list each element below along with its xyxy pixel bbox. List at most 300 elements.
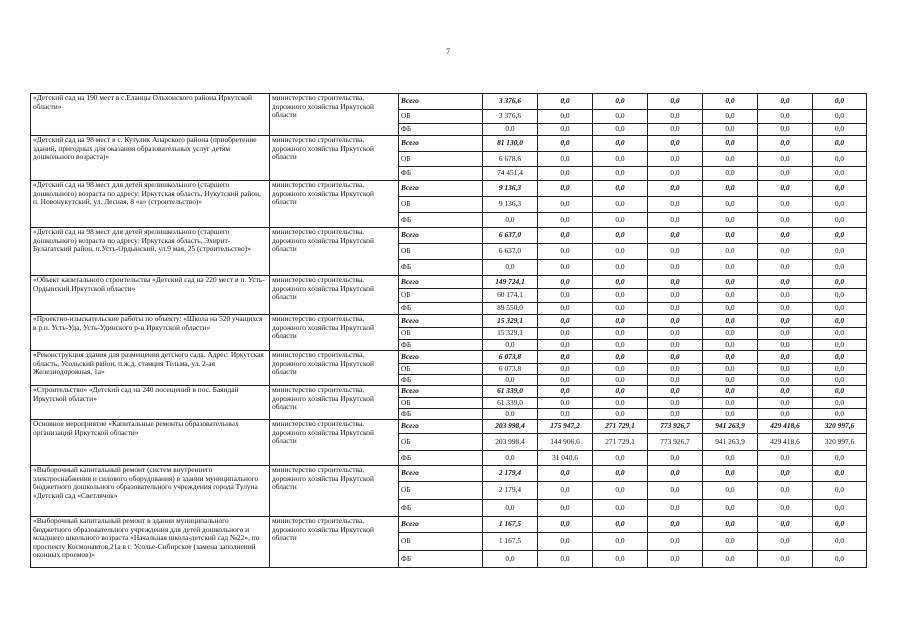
amount-cell: 0,0	[758, 351, 813, 364]
amount-cell: 6 678,6	[483, 152, 538, 167]
activity-description: «Строительство» «Детский сад на 240 посещений в пос. Баяндай Иркутской области»	[31, 386, 270, 420]
amount-cell: 0,0	[483, 409, 538, 420]
amount-cell: 0,0	[703, 466, 758, 482]
executor-cell: министерство строительства, дорожного хозяйства Иркутской области	[270, 136, 399, 181]
amount-cell: 0,0	[538, 303, 593, 315]
amount-cell: 0,0	[483, 213, 538, 228]
amount-cell: 0,0	[703, 517, 758, 533]
amount-cell: 0,0	[758, 482, 813, 500]
table-row	[31, 94, 867, 110]
amount-cell: 0,0	[648, 244, 703, 260]
amount-cell: 0,0	[593, 351, 648, 364]
amount-cell: 0,0	[703, 197, 758, 213]
amount-cell: 0,0	[538, 152, 593, 167]
table-row	[31, 466, 867, 482]
funding-source: Всего	[399, 136, 483, 152]
amount-cell: 0,0	[813, 197, 867, 213]
amount-cell: 0,0	[538, 351, 593, 364]
amount-cell: 0,0	[758, 533, 813, 551]
table-row	[31, 276, 867, 289]
amount-cell: 0,0	[813, 500, 867, 517]
amount-cell: 320 997,6	[813, 434, 867, 451]
amount-cell: 941 263,9	[703, 420, 758, 434]
amount-cell: 0,0	[648, 551, 703, 568]
amount-cell: 0,0	[593, 276, 648, 289]
activity-description: «Объект капитального строительства «Детский сад на 220 мест в п. Усть-Ордынский Иркутской области»	[31, 276, 270, 315]
amount-cell: 0,0	[813, 167, 867, 181]
amount-cell: 0,0	[813, 181, 867, 197]
amount-cell: 6 073,8	[483, 364, 538, 375]
amount-cell: 0,0	[538, 409, 593, 420]
amount-cell: 0,0	[813, 351, 867, 364]
amount-cell: 0,0	[538, 228, 593, 244]
funding-source: ОБ	[399, 482, 483, 500]
amount-cell: 89 550,0	[483, 303, 538, 315]
executor-cell: министерство строительства, дорожного хозяйства Иркутской области	[270, 228, 399, 276]
amount-cell: 0,0	[703, 351, 758, 364]
amount-cell: 0,0	[813, 340, 867, 351]
amount-cell: 0,0	[758, 136, 813, 152]
table-body	[31, 94, 867, 568]
amount-cell: 0,0	[758, 551, 813, 568]
amount-cell: 9 136,3	[483, 197, 538, 213]
amount-cell: 0,0	[758, 386, 813, 398]
amount-cell: 0,0	[593, 315, 648, 328]
amount-cell: 0,0	[538, 386, 593, 398]
amount-cell: 0,0	[703, 303, 758, 315]
amount-cell: 0,0	[648, 517, 703, 533]
funding-source: ФБ	[399, 409, 483, 420]
amount-cell: 203 998,4	[483, 434, 538, 451]
amount-cell: 0,0	[593, 340, 648, 351]
amount-cell: 0,0	[648, 197, 703, 213]
amount-cell: 0,0	[538, 124, 593, 136]
amount-cell: 0,0	[593, 289, 648, 303]
amount-cell: 0,0	[758, 152, 813, 167]
activity-description: «Детский сад на 98 мест для детей ярелишкольного (старшего дошкольного) возраста по адресу: Иркутская область, Нукутский район, п. Новонукутский, ул. Лесная, 8 «а» (строительство)»	[31, 181, 270, 228]
amount-cell: 0,0	[703, 533, 758, 551]
amount-cell: 0,0	[538, 517, 593, 533]
executor-cell: министерство строительства, дорожного хозяйства Иркутской области	[270, 351, 399, 386]
table-row	[31, 386, 867, 398]
amount-cell: 0,0	[758, 244, 813, 260]
amount-cell: 0,0	[483, 260, 538, 276]
amount-cell: 61 339,0	[483, 398, 538, 409]
activity-description: «Реконструкция здания для размещения детского сада. Адрес: Иркутская область, Усольский район, п.ж.д. станция Тельма, ул. 2-ая Железнодорожная, 1а»	[31, 351, 270, 386]
amount-cell: 0,0	[813, 466, 867, 482]
amount-cell: 0,0	[813, 386, 867, 398]
amount-cell: 0,0	[538, 500, 593, 517]
amount-cell: 773 926,7	[648, 420, 703, 434]
amount-cell: 0,0	[758, 328, 813, 340]
amount-cell: 0,0	[758, 94, 813, 110]
amount-cell: 0,0	[593, 124, 648, 136]
amount-cell: 0,0	[758, 213, 813, 228]
activity-description: «Детский сад на 98 мест в с. Кутулик Аларского района (приобретение зданий, пригодных для оказания образовательных услуг детям дошкольного возраста)»	[31, 136, 270, 181]
amount-cell: 0,0	[813, 315, 867, 328]
amount-cell: 0,0	[758, 167, 813, 181]
funding-source: Всего	[399, 420, 483, 434]
amount-cell: 0,0	[703, 409, 758, 420]
amount-cell: 15 329,1	[483, 328, 538, 340]
amount-cell: 0,0	[758, 124, 813, 136]
funding-source: ОБ	[399, 110, 483, 124]
funding-source: ОБ	[399, 152, 483, 167]
executor-cell: министерство строительства, дорожного хозяйства Иркутской области	[270, 315, 399, 351]
amount-cell: 0,0	[758, 197, 813, 213]
amount-cell: 0,0	[593, 386, 648, 398]
amount-cell: 0,0	[813, 364, 867, 375]
amount-cell: 0,0	[593, 409, 648, 420]
amount-cell: 0,0	[483, 124, 538, 136]
amount-cell: 203 998,4	[483, 420, 538, 434]
table-row	[31, 517, 867, 533]
amount-cell: 0,0	[648, 276, 703, 289]
funding-source: ФБ	[399, 451, 483, 466]
funding-source: ФБ	[399, 340, 483, 351]
amount-cell: 0,0	[648, 364, 703, 375]
budget-table	[30, 93, 867, 568]
amount-cell: 0,0	[593, 260, 648, 276]
amount-cell: 0,0	[758, 451, 813, 466]
funding-source: ОБ	[399, 197, 483, 213]
amount-cell: 0,0	[538, 398, 593, 409]
activity-description: «Выборочный капитальный ремонт в здании муниципального бюджетного образовательного учреждения для детей дошкольного и младшего школьного возраста «Начальная школа-детский сад №22», по проспекту Космонавтов,21а в г. Усолье-Сибирское (замена заполнений оконных проемов)»	[31, 517, 270, 568]
funding-source: ФБ	[399, 303, 483, 315]
amount-cell: 0,0	[758, 466, 813, 482]
amount-cell: 74 451,4	[483, 167, 538, 181]
amount-cell: 15 329,1	[483, 315, 538, 328]
executor-cell: министерство строительства, дорожного хозяйства Иркутской области	[270, 94, 399, 136]
amount-cell: 0,0	[593, 517, 648, 533]
amount-cell: 0,0	[648, 110, 703, 124]
funding-source: Всего	[399, 466, 483, 482]
amount-cell: 0,0	[538, 315, 593, 328]
amount-cell: 0,0	[703, 213, 758, 228]
amount-cell: 0,0	[703, 94, 758, 110]
funding-source: ОБ	[399, 533, 483, 551]
amount-cell: 0,0	[593, 167, 648, 181]
amount-cell: 0,0	[758, 110, 813, 124]
amount-cell: 175 947,2	[538, 420, 593, 434]
amount-cell: 0,0	[593, 551, 648, 568]
amount-cell: 0,0	[593, 136, 648, 152]
funding-source: Всего	[399, 276, 483, 289]
amount-cell: 0,0	[648, 409, 703, 420]
amount-cell: 0,0	[813, 213, 867, 228]
amount-cell: 0,0	[813, 289, 867, 303]
amount-cell: 0,0	[483, 551, 538, 568]
amount-cell: 0,0	[648, 213, 703, 228]
funding-source: Всего	[399, 386, 483, 398]
amount-cell: 0,0	[538, 260, 593, 276]
amount-cell: 0,0	[593, 482, 648, 500]
amount-cell: 0,0	[758, 228, 813, 244]
amount-cell: 0,0	[758, 500, 813, 517]
amount-cell: 0,0	[648, 303, 703, 315]
amount-cell: 0,0	[703, 398, 758, 409]
amount-cell: 0,0	[813, 276, 867, 289]
amount-cell: 0,0	[483, 500, 538, 517]
amount-cell: 0,0	[703, 124, 758, 136]
activity-description: «Детский сад на 190 мест в с.Еланцы Ольхонского района Иркутской области»	[31, 94, 270, 136]
amount-cell: 0,0	[648, 340, 703, 351]
amount-cell: 0,0	[813, 375, 867, 386]
amount-cell: 0,0	[703, 482, 758, 500]
amount-cell: 0,0	[538, 482, 593, 500]
amount-cell: 6 637,0	[483, 228, 538, 244]
amount-cell: 0,0	[703, 451, 758, 466]
executor-cell: министерство строительства, дорожного хозяйства Иркутской области	[270, 276, 399, 315]
amount-cell: 0,0	[813, 244, 867, 260]
funding-source: ФБ	[399, 551, 483, 568]
amount-cell: 0,0	[593, 228, 648, 244]
amount-cell: 0,0	[593, 375, 648, 386]
amount-cell: 0,0	[648, 466, 703, 482]
amount-cell: 3 376,6	[483, 110, 538, 124]
amount-cell: 0,0	[758, 181, 813, 197]
amount-cell: 0,0	[813, 551, 867, 568]
funding-source: Всего	[399, 351, 483, 364]
funding-source: Всего	[399, 315, 483, 328]
activity-description: «Детский сад на 98 мест для детей ярелишкольного (старшего дошкольного) возраста по адресу: Иркутская область, Эхирит-Булагатский район, п.Усть-Ордынский, ул.9 мая, 25 (строительство)»	[31, 228, 270, 276]
amount-cell: 0,0	[538, 197, 593, 213]
amount-cell: 1 167,5	[483, 517, 538, 533]
amount-cell: 0,0	[538, 328, 593, 340]
amount-cell: 0,0	[593, 213, 648, 228]
amount-cell: 0,0	[813, 228, 867, 244]
amount-cell: 271 729,1	[593, 420, 648, 434]
amount-cell: 0,0	[648, 289, 703, 303]
amount-cell: 61 339,0	[483, 386, 538, 398]
amount-cell: 0,0	[703, 110, 758, 124]
amount-cell: 0,0	[813, 303, 867, 315]
amount-cell: 31 040,6	[538, 451, 593, 466]
amount-cell: 0,0	[703, 289, 758, 303]
executor-cell: министерство строительства, дорожного хозяйства Иркутской области	[270, 517, 399, 568]
amount-cell: 0,0	[648, 482, 703, 500]
amount-cell: 0,0	[758, 289, 813, 303]
amount-cell: 0,0	[758, 276, 813, 289]
amount-cell: 0,0	[538, 551, 593, 568]
funding-source: ФБ	[399, 375, 483, 386]
amount-cell: 0,0	[648, 167, 703, 181]
amount-cell: 0,0	[813, 398, 867, 409]
funding-source: ФБ	[399, 124, 483, 136]
funding-source: ОБ	[399, 328, 483, 340]
amount-cell: 0,0	[648, 533, 703, 551]
amount-cell: 0,0	[538, 181, 593, 197]
amount-cell: 0,0	[648, 136, 703, 152]
amount-cell: 0,0	[538, 533, 593, 551]
funding-source: ОБ	[399, 364, 483, 375]
amount-cell: 0,0	[538, 364, 593, 375]
amount-cell: 0,0	[813, 533, 867, 551]
funding-source: ФБ	[399, 213, 483, 228]
amount-cell: 0,0	[703, 181, 758, 197]
funding-source: ФБ	[399, 260, 483, 276]
amount-cell: 60 174,1	[483, 289, 538, 303]
amount-cell: 0,0	[703, 340, 758, 351]
amount-cell: 0,0	[648, 328, 703, 340]
funding-source: Всего	[399, 228, 483, 244]
amount-cell: 0,0	[813, 260, 867, 276]
amount-cell: 2 179,4	[483, 482, 538, 500]
amount-cell: 0,0	[538, 213, 593, 228]
amount-cell: 0,0	[703, 152, 758, 167]
amount-cell: 149 724,1	[483, 276, 538, 289]
amount-cell: 0,0	[703, 244, 758, 260]
table-row	[31, 228, 867, 244]
table-row	[31, 181, 867, 197]
amount-cell: 6 637,0	[483, 244, 538, 260]
amount-cell: 0,0	[593, 244, 648, 260]
activity-description: «Выборочный капитальный ремонт (систем внутреннего электроснабжения и силового оборудования) в здании муниципального бюджетного дошкольного образовательного учреждения города Тулуна «Детский сад «Светлячок»	[31, 466, 270, 517]
executor-cell: министерство строительства, дорожного хозяйства Иркутской области	[270, 420, 399, 466]
funding-source: Всего	[399, 517, 483, 533]
amount-cell: 0,0	[593, 451, 648, 466]
executor-cell: министерство строительства, дорожного хозяйства Иркутской области	[270, 181, 399, 228]
amount-cell: 0,0	[703, 551, 758, 568]
amount-cell: 0,0	[593, 197, 648, 213]
amount-cell: 0,0	[648, 386, 703, 398]
amount-cell: 0,0	[758, 375, 813, 386]
amount-cell: 0,0	[758, 260, 813, 276]
amount-cell: 0,0	[648, 152, 703, 167]
amount-cell: 0,0	[538, 244, 593, 260]
table-row	[31, 420, 867, 434]
amount-cell: 0,0	[648, 94, 703, 110]
amount-cell: 0,0	[703, 386, 758, 398]
amount-cell: 1 167,5	[483, 533, 538, 551]
amount-cell: 320 997,6	[813, 420, 867, 434]
amount-cell: 0,0	[648, 228, 703, 244]
amount-cell: 0,0	[758, 303, 813, 315]
amount-cell: 0,0	[538, 289, 593, 303]
amount-cell: 0,0	[813, 124, 867, 136]
amount-cell: 0,0	[648, 181, 703, 197]
funding-source: ОБ	[399, 398, 483, 409]
amount-cell: 81 130,0	[483, 136, 538, 152]
amount-cell: 0,0	[538, 136, 593, 152]
funding-source: ФБ	[399, 167, 483, 181]
amount-cell: 0,0	[538, 94, 593, 110]
funding-source: Всего	[399, 181, 483, 197]
activity-description: «Проектно-изыскательские работы по объекту: «Школа на 520 учащихся в р.п. Усть-Уда, Усть-Удинского р-н Иркутской области»	[31, 315, 270, 351]
funding-source: ОБ	[399, 434, 483, 451]
amount-cell: 0,0	[703, 228, 758, 244]
amount-cell: 0,0	[648, 315, 703, 328]
amount-cell: 773 926,7	[648, 434, 703, 451]
amount-cell: 429 418,6	[758, 434, 813, 451]
amount-cell: 0,0	[758, 315, 813, 328]
amount-cell: 0,0	[813, 328, 867, 340]
amount-cell: 0,0	[538, 110, 593, 124]
amount-cell: 0,0	[593, 94, 648, 110]
table-row	[31, 136, 867, 152]
amount-cell: 0,0	[758, 409, 813, 420]
amount-cell: 0,0	[648, 398, 703, 409]
amount-cell: 0,0	[593, 364, 648, 375]
amount-cell: 0,0	[813, 517, 867, 533]
amount-cell: 0,0	[703, 375, 758, 386]
amount-cell: 2 179,4	[483, 466, 538, 482]
amount-cell: 0,0	[538, 375, 593, 386]
amount-cell: 0,0	[593, 398, 648, 409]
amount-cell: 0,0	[648, 451, 703, 466]
amount-cell: 9 136,3	[483, 181, 538, 197]
amount-cell: 0,0	[813, 409, 867, 420]
amount-cell: 0,0	[538, 466, 593, 482]
amount-cell: 0,0	[758, 398, 813, 409]
amount-cell: 0,0	[483, 451, 538, 466]
amount-cell: 271 729,1	[593, 434, 648, 451]
amount-cell: 0,0	[703, 500, 758, 517]
amount-cell: 0,0	[593, 466, 648, 482]
amount-cell: 0,0	[813, 152, 867, 167]
executor-cell: министерство строительства, дорожного хозяйства Иркутской области	[270, 386, 399, 420]
table-row	[31, 351, 867, 364]
amount-cell: 0,0	[593, 328, 648, 340]
amount-cell: 0,0	[593, 152, 648, 167]
amount-cell: 0,0	[813, 110, 867, 124]
amount-cell: 0,0	[593, 533, 648, 551]
page-number: 7	[446, 47, 450, 56]
amount-cell: 0,0	[758, 364, 813, 375]
amount-cell: 0,0	[703, 167, 758, 181]
activity-description: Основное мероприятие «Капитальные ремонты образовательных организаций Иркутской области»	[31, 420, 270, 466]
amount-cell: 0,0	[648, 260, 703, 276]
funding-source: ОБ	[399, 289, 483, 303]
amount-cell: 3 376,6	[483, 94, 538, 110]
amount-cell: 0,0	[483, 375, 538, 386]
funding-source: ОБ	[399, 244, 483, 260]
amount-cell: 6 073,8	[483, 351, 538, 364]
executor-cell: министерство строительства, дорожного хозяйства Иркутской области	[270, 466, 399, 517]
amount-cell: 0,0	[593, 181, 648, 197]
amount-cell: 941 263,9	[703, 434, 758, 451]
amount-cell: 0,0	[758, 340, 813, 351]
amount-cell: 144 906,6	[538, 434, 593, 451]
amount-cell: 0,0	[648, 351, 703, 364]
amount-cell: 0,0	[648, 375, 703, 386]
funding-source: ФБ	[399, 500, 483, 517]
amount-cell: 0,0	[703, 364, 758, 375]
amount-cell: 0,0	[703, 328, 758, 340]
amount-cell: 0,0	[703, 315, 758, 328]
amount-cell: 0,0	[593, 500, 648, 517]
amount-cell: 0,0	[813, 482, 867, 500]
amount-cell: 0,0	[813, 136, 867, 152]
amount-cell: 429 418,6	[758, 420, 813, 434]
amount-cell: 0,0	[703, 136, 758, 152]
amount-cell: 0,0	[648, 124, 703, 136]
table-row	[31, 315, 867, 328]
amount-cell: 0,0	[813, 94, 867, 110]
amount-cell: 0,0	[593, 110, 648, 124]
funding-source: Всего	[399, 94, 483, 110]
amount-cell: 0,0	[483, 340, 538, 351]
amount-cell: 0,0	[538, 340, 593, 351]
amount-cell: 0,0	[813, 451, 867, 466]
amount-cell: 0,0	[538, 167, 593, 181]
amount-cell: 0,0	[648, 500, 703, 517]
amount-cell: 0,0	[758, 517, 813, 533]
amount-cell: 0,0	[703, 260, 758, 276]
amount-cell: 0,0	[593, 303, 648, 315]
amount-cell: 0,0	[703, 276, 758, 289]
amount-cell: 0,0	[538, 276, 593, 289]
